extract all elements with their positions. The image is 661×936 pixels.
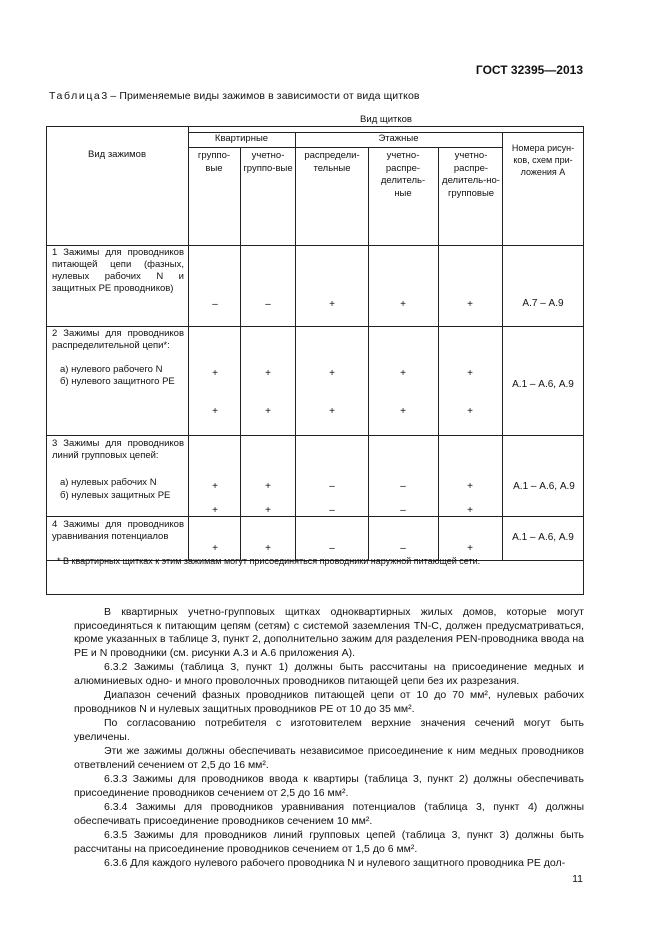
header-col-metering-distribution-group: учетно-распре-делитель-но-групповые xyxy=(442,150,500,199)
paragraph: По согласованию потребителя с изготовителем верхние значения сечений могут быть увеличены. xyxy=(74,717,584,743)
row-2b-mark: + xyxy=(329,406,335,417)
row-1-mark: + xyxy=(400,299,406,310)
table-caption-label: Таблица xyxy=(49,90,102,102)
row-2-figure-ref: А.1 – А.6, А.9 xyxy=(512,379,574,390)
row-2b-mark: + xyxy=(212,406,218,417)
row-4-mark: + xyxy=(265,543,271,554)
row-3b-mark: + xyxy=(265,505,271,516)
table-header-bottom xyxy=(46,245,584,246)
row-3b-mark: – xyxy=(329,505,335,516)
row-3b-mark: + xyxy=(212,505,218,516)
row-2a-mark: + xyxy=(400,368,406,379)
header-clamp-type: Вид зажимов xyxy=(88,149,146,160)
row-3-sub-b: б) нулевых защитных PE xyxy=(60,490,171,501)
row-2a-mark: + xyxy=(329,368,335,379)
row-4-mark: + xyxy=(467,543,473,554)
row-2b-mark: + xyxy=(467,406,473,417)
document-standard-code: ГОСТ 32395—2013 xyxy=(475,63,583,77)
row-3b-mark: + xyxy=(467,505,473,516)
paragraph: 6.3.3 Зажимы для проводников ввода к квартиры (таблица 3, пункт 2) должны обеспечивать присоединение проводников сечением от 2,5 до 16 мм². xyxy=(74,773,584,799)
table-caption xyxy=(49,90,420,102)
table-col-divider xyxy=(438,147,439,560)
row-2-sub-b: б) нулевого защитного PE xyxy=(60,376,175,387)
row-1-figure-ref: А.7 – А.9 xyxy=(522,298,564,309)
row-2b-mark: + xyxy=(265,406,271,417)
clamps-table xyxy=(46,111,584,595)
paragraph: Диапазон сечений фазных проводников питающей цепи от 10 до 70 мм², нулевых рабочих проводников N и нулевых защитных проводников PE от 10 до 35 мм². xyxy=(74,689,584,715)
row-3-label: 3 Зажимы для проводников линий групповых цепей: xyxy=(52,438,184,461)
table-col-divider xyxy=(295,132,296,560)
row-2a-mark: + xyxy=(467,368,473,379)
paragraph: 6.3.2 Зажимы (таблица 3, пункт 1) должны быть рассчитаны на присоединение медных и алюминиевых одно- и много проволочных проводников питающей цепи без их разрезания. xyxy=(74,661,584,687)
row-4-label: 4 Зажимы для проводников уравнивания потенциалов xyxy=(52,519,184,542)
table-bottom-border xyxy=(46,594,584,595)
table-col-divider xyxy=(240,147,241,560)
paragraph: 6.3.4 Зажимы для проводников уравнивания потенциалов (таблица 3, пункт 4) должны обеспечивать присоединение проводников сечением 10 мм². xyxy=(74,801,584,827)
row-3a-mark: + xyxy=(265,481,271,492)
row-3a-mark: + xyxy=(467,481,473,492)
row-1-mark: – xyxy=(265,299,271,310)
row-3a-mark: – xyxy=(329,481,335,492)
header-col-distribution: распредели-тельные xyxy=(304,150,360,174)
header-apartment: Квартирные xyxy=(214,133,269,144)
table-row-divider xyxy=(46,435,584,436)
header-col-metering-distribution: учетно-распре-делитель-ные xyxy=(380,150,426,199)
row-1-mark: – xyxy=(212,299,218,310)
row-3-figure-ref: А.1 – А.6, А.9 xyxy=(513,481,575,492)
header-col-metering-group: учетно-группо-вые xyxy=(243,150,293,174)
table-row-divider xyxy=(46,516,584,517)
table-caption-number: 3 xyxy=(101,90,108,102)
body-text xyxy=(74,606,584,872)
row-2b-mark: + xyxy=(400,406,406,417)
row-4-mark: + xyxy=(212,543,218,554)
table-col-divider xyxy=(502,132,503,560)
page-number: 11 xyxy=(572,873,583,885)
table-caption-text: – Применяемые виды зажимов в зависимости от вида щитков xyxy=(110,90,420,102)
row-1-mark: + xyxy=(467,299,473,310)
row-2-sub-a: а) нулевого рабочего N xyxy=(60,364,163,375)
row-2a-mark: + xyxy=(212,368,218,379)
paragraph: Эти же зажимы должны обеспечивать независимое присоединение к ним медных проводников ответвлений сечением от 2,5 до 16 мм². xyxy=(74,745,584,771)
row-3b-mark: – xyxy=(400,505,406,516)
row-2a-mark: + xyxy=(265,368,271,379)
paragraph: 6.3.6 Для каждого нулевого рабочего проводника N и нулевого защитного проводника PE дол- xyxy=(104,857,566,869)
paragraph: 6.3.5 Зажимы для проводников линий групповых цепей (таблица 3, пункт 3) должны быть рассчитаны на присоединение проводников сечением от 1,5 до 6 мм². xyxy=(74,829,584,855)
table-left-border xyxy=(46,126,47,595)
row-4-figure-ref: А.1 – А.6, А.9 xyxy=(512,532,574,543)
header-panel-type: Вид щитков xyxy=(360,114,412,125)
table-header-line xyxy=(188,147,502,148)
row-4-mark: – xyxy=(400,543,406,554)
table-right-border xyxy=(583,126,584,595)
table-row-divider xyxy=(46,326,584,327)
row-1-mark: + xyxy=(329,299,335,310)
row-3a-mark: – xyxy=(400,481,406,492)
row-4-mark: – xyxy=(329,543,335,554)
row-2-label: 2 Зажимы для проводников распределительной цепи*: xyxy=(52,328,184,351)
row-3-sub-a: а) нулевых рабочих N xyxy=(60,477,157,488)
table-footnote: * В квартирных щитках к этим зажимам могут присоединяться проводники наружной питающей сети. xyxy=(57,556,481,566)
table-col-divider xyxy=(368,147,369,560)
header-floor: Этажные xyxy=(378,133,419,144)
paragraph: В квартирных учетно-групповых щитках одноквартирных жилых домов, которые могут присоединяться к питающим цепям (сетям) с системой заземления TN-C, должен предусматриваться, кроме указанных в таблице 3, пункт 2, дополнительно зажим для разделения PEN-проводника ввода на PE и N проводники (см. рисунки А.3 и А.6 приложения А). xyxy=(74,606,584,659)
header-col-group: группо-вые xyxy=(197,150,231,174)
table-col-divider xyxy=(188,126,189,560)
row-3a-mark: + xyxy=(212,481,218,492)
row-1-label: 1 Зажимы для проводников питающей цепи (фазных, нулевых рабочих N и защитных PE проводников) xyxy=(52,247,184,294)
header-figure-refs: Номера рисун-ков, схем при-ложения А xyxy=(511,143,575,177)
